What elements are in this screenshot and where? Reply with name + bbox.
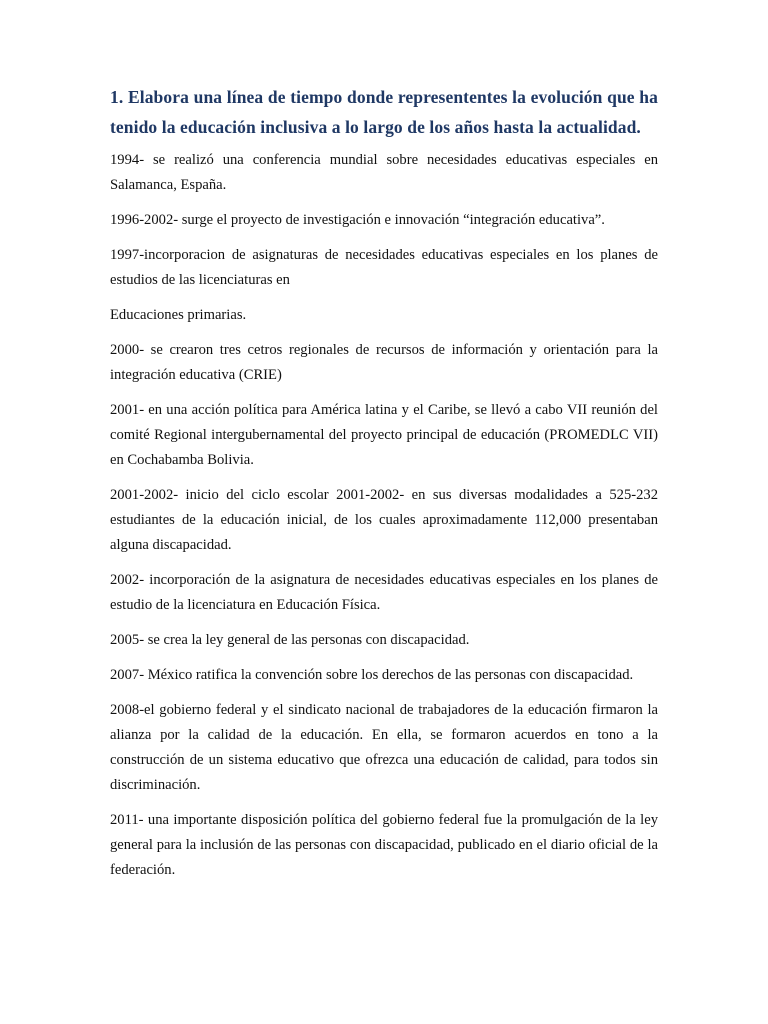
timeline-entry-1997: 1997-incorporacion de asignaturas de necesidades educativas especiales en los planes de estudios de las licenciaturas en [110, 247, 658, 288]
timeline-entry-1997-continued: Educaciones primarias. [110, 307, 247, 323]
timeline-entry-2011: 2011- una importante disposición política del gobierno federal fue la promulgación de la ley general para la inclusión de las personas con discapacidad, publicado en el diario oficial de la federación. [110, 812, 658, 878]
timeline-entry-2001: 2001- en una acción política para América latina y el Caribe, se llevó a cabo VII reunión del comité Regional intergubernamental del proyecto principal de educación (PROMEDLC VII) en Cochabamba Bolivia. [110, 402, 658, 468]
timeline-entry-2001-2002: 2001-2002- inicio del ciclo escolar 2001-2002- en sus diversas modalidades a 525-232 estudiantes de la educación inicial, de los cuales aproximadamente 112,000 presentaban alguna discapacidad. [110, 487, 658, 553]
timeline-entry-2008: 2008-el gobierno federal y el sindicato nacional de trabajadores de la educación firmaron la alianza por la calidad de la educación. En ella, se formaron acuerdos en tono a la construcción de un sistema educativo que ofrezca una educación de calidad, para todos sin discriminación. [110, 702, 658, 793]
timeline-entry-2002: 2002- incorporación de la asignatura de necesidades educativas especiales en los planes de estudio de la licenciatura en Educación Física. [110, 572, 658, 613]
timeline-entry-2005: 2005- se crea la ley general de las personas con discapacidad. [110, 632, 470, 648]
timeline-entry-1994: 1994- se realizó una conferencia mundial sobre necesidades educativas especiales en Salamanca, España. [110, 152, 658, 193]
timeline-entry-2000: 2000- se crearon tres cetros regionales de recursos de información y orientación para la integración educativa (CRIE) [110, 342, 658, 383]
timeline-entry-2007: 2007- México ratifica la convención sobre los derechos de las personas con discapacidad. [110, 667, 634, 683]
question-heading: 1. Elabora una línea de tiempo donde represententes la evolución que ha tenido la educación inclusiva a lo largo de los años hasta la actualidad. [110, 87, 658, 137]
document-page [110, 82, 658, 893]
timeline-entry-1996-2002: 1996-2002- surge el proyecto de investigación e innovación “integración educativa”. [110, 212, 605, 228]
